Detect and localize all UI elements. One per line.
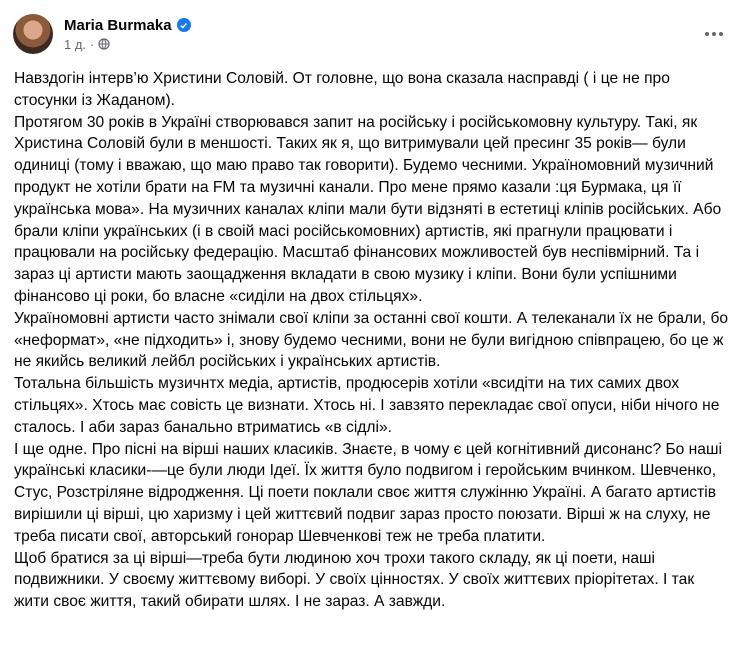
post-paragraph: Протягом 30 років в Україні створювався запит на російську і російськомовну культуру. Такі, як Христина Соловій були в меншості. Таких як я, що витримували цей пресинг 35 років— були одиниці (тому і вважаю, що маю право так говорити). Будемо чесними. Україномовний музичний продукт не хотіли брати на FM та музичні канали. Про мене прямо казали :ця Бурмака, ця її українська мова». На музичних каналах кліпи мали бути відзняті в естетиці кліпів російських. Або брали кліпи українських (і в своій масі російськомовних) артистів, які прагнули працювати і працювали на російську федерацію. Масштаб фінансових можливостей був неспівмірний. Та і зараз ці артисти мають заощадження вкладати в свою музику і кліпи. Вони були успішними фінансово ці роки, бо власне «сиділи на двох стільцях». xyxy=(14,113,722,305)
post-meta xyxy=(64,17,191,52)
author-avatar[interactable] xyxy=(13,14,53,54)
post-paragraph: Україномовні артисти часто знімали свої кліпи за останні свої кошти. А телеканали їх не брали, бо «неформат», «не підходить» і, знову будемо чесними, вони не були вигідною співпрацею, бо це ж не якийсь великий лейбл російських і українських артистів. xyxy=(14,309,729,371)
post-paragraph: І ще одне. Про пісні на вірші наших класиків. Знаєте, в чому є цей когнітивний дисонанс? Бо наші українські класики-—це були люди Ідеї. Їх життя було подвигом і геройським вчинком. Шевченко, Стус, Розстріляне відродження. Ці поети поклали своє життя служінню Україні. А багато артистів вирішили ці вірші, цю харизму і цей життєвий подвиг зараз просто поюзати. Вірші ж на слуху, не треба писати свої, авторський гонорар Шевченкові теж не треба платити. xyxy=(14,440,722,545)
post-paragraph: Щоб братися за ці вірші—треба бути людиною хоч трохи такого складу, як ці поети, наші подвижники. У своєму життєвому виборі. У своїх цінностях. У своїх життєвих пріорітетах. І так жити своє життя, такий обирати шлях. І не зараз. А завжди. xyxy=(14,549,695,611)
post-header xyxy=(13,14,191,54)
verified-badge-icon xyxy=(177,18,191,32)
post-text xyxy=(14,68,730,613)
post-paragraph: Навздогін інтерв’ю Христини Соловій. От головне, що вона сказала насправді ( і це не про стосунки із Жаданом). xyxy=(14,70,670,109)
separator-dot: · xyxy=(90,36,95,52)
author-name[interactable]: Maria Burmaka xyxy=(64,16,172,34)
post-time[interactable]: 1 д. xyxy=(64,36,87,52)
more-options-icon[interactable] xyxy=(698,18,730,50)
author-row xyxy=(64,17,191,34)
globe-icon[interactable] xyxy=(98,38,110,50)
post-paragraph: Тотальна більшість музичнтх медіа, артистів, продюсерів хотіли «всидіти на тих самих двох стільцях». Хтось має совість це визнати. Хтось ні. І завзято перекладає свої опуси, ніби нічого не сталось. І аби зараз банально втриматись «в сідлі». xyxy=(14,375,720,436)
post-subline xyxy=(64,37,191,52)
